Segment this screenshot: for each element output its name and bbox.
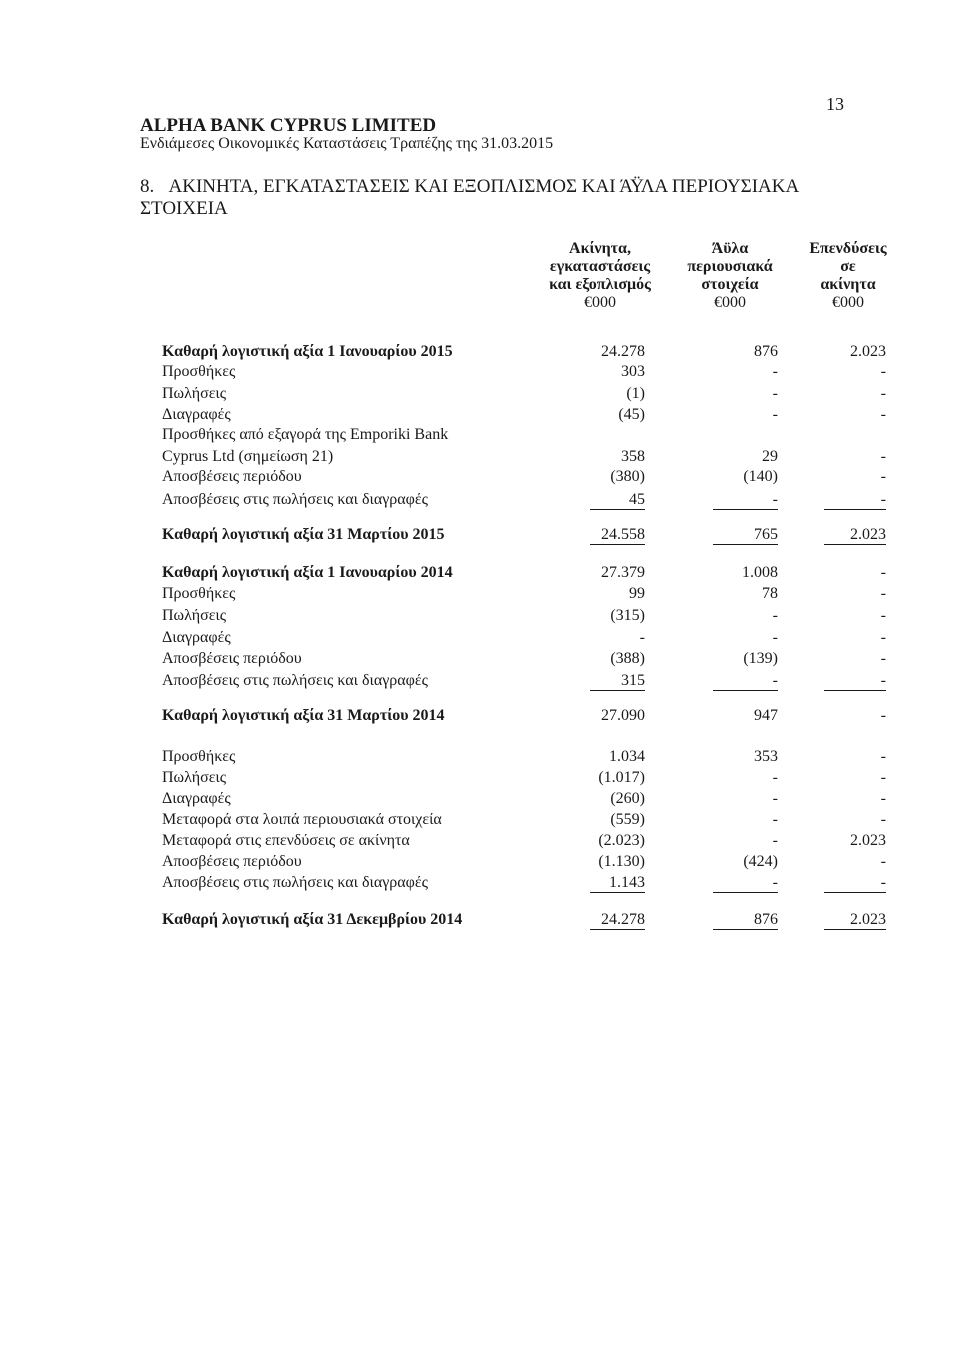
table-row — [0, 362, 960, 382]
row-value — [713, 873, 778, 893]
column-unit: €000 — [584, 294, 616, 311]
row-value: - — [880, 853, 886, 870]
table-row — [0, 490, 960, 510]
table-row — [0, 747, 960, 767]
row-value: 24.278 — [601, 343, 645, 360]
row-value: - — [880, 748, 886, 765]
company-name: ALPHA BANK CYPRUS LIMITED — [140, 115, 437, 136]
underlined-value: 1.143 — [590, 874, 645, 893]
row-label: Προσθήκες — [162, 585, 236, 602]
row-label: Καθαρή λογιστική αξία 1 Ιανουαρίου 2014 — [162, 564, 453, 581]
row-value: (388) — [610, 650, 645, 667]
row-value: 78 — [762, 585, 778, 602]
row-value: - — [772, 406, 778, 423]
underlined-value: - — [713, 874, 778, 893]
section-number: 8. — [140, 176, 155, 197]
row-value: 29 — [762, 448, 778, 465]
column-header-line: και εξοπλισμός — [549, 276, 651, 293]
table-row — [0, 810, 960, 830]
column-header-line: στοιχεία — [701, 276, 759, 293]
column-unit: €000 — [832, 294, 864, 311]
table-row — [0, 384, 960, 404]
row-value: (45) — [618, 406, 645, 423]
column-header-line: σε — [840, 258, 856, 275]
row-label: Προσθήκες — [162, 363, 236, 380]
row-value: - — [880, 707, 886, 724]
row-value: - — [880, 811, 886, 828]
row-label: Αποσβέσεις στις πωλήσεις και διαγραφές — [162, 672, 428, 689]
row-value: (2.023) — [598, 832, 645, 849]
table-row — [0, 584, 960, 604]
row-label: Αποσβέσεις στις πωλήσεις και διαγραφές — [162, 874, 428, 891]
row-value: - — [880, 406, 886, 423]
table-row — [0, 563, 960, 583]
row-value: - — [880, 564, 886, 581]
row-label: Μεταφορά στα λοιπά περιουσιακά στοιχεία — [162, 811, 442, 828]
row-label: Καθαρή λογιστική αξία 31 Μαρτίου 2015 — [162, 526, 445, 543]
table-row — [0, 467, 960, 487]
row-label: Προσθήκες από εξαγορά της Emporiki Bank — [162, 426, 449, 443]
row-value: (139) — [743, 650, 778, 667]
row-value: 2.023 — [850, 832, 886, 849]
underlined-value: 2.023 — [824, 526, 886, 545]
table-row — [0, 649, 960, 669]
table-row — [0, 628, 960, 648]
column-header-line: περιουσιακά — [687, 258, 773, 275]
row-value — [590, 910, 645, 930]
row-label: Πωλήσεις — [162, 769, 227, 786]
row-value: - — [880, 448, 886, 465]
row-value: - — [880, 650, 886, 667]
column-header-line: Ακίνητα, — [569, 240, 631, 257]
row-value — [713, 490, 778, 510]
row-value: (260) — [610, 790, 645, 807]
row-label: Αποσβέσεις περιόδου — [162, 468, 302, 485]
underlined-value: - — [713, 491, 778, 510]
column-header-line: εγκαταστάσεις — [549, 258, 651, 275]
row-value — [824, 671, 886, 691]
row-value: 27.379 — [601, 564, 645, 581]
row-label: Διαγραφές — [162, 406, 231, 423]
table-row — [0, 910, 960, 930]
row-value — [713, 671, 778, 691]
row-value: - — [880, 607, 886, 624]
row-value: - — [880, 385, 886, 402]
column-unit: €000 — [714, 294, 746, 311]
row-value: (315) — [610, 607, 645, 624]
table-row — [0, 606, 960, 626]
row-value — [590, 873, 645, 893]
row-label: Μεταφορά στις επενδύσεις σε ακίνητα — [162, 832, 410, 849]
row-value: (1.130) — [598, 853, 645, 870]
row-label: Cyprus Ltd (σημείωση 21) — [162, 448, 334, 465]
row-value: 99 — [629, 585, 645, 602]
row-value: - — [772, 769, 778, 786]
row-value — [713, 910, 778, 930]
table-row — [0, 768, 960, 788]
row-value: - — [880, 585, 886, 602]
row-value: - — [880, 363, 886, 380]
row-value — [590, 525, 645, 545]
row-value: (1.017) — [598, 769, 645, 786]
page-number: 13 — [826, 94, 844, 114]
row-value: - — [880, 769, 886, 786]
column-header-line: Επενδύσεις — [809, 240, 887, 257]
row-label: Αποσβέσεις στις πωλήσεις και διαγραφές — [162, 491, 428, 508]
row-label: Καθαρή λογιστική αξία 31 Δεκεμβρίου 2014 — [162, 911, 463, 928]
row-value — [824, 525, 886, 545]
row-value — [824, 873, 886, 893]
column-header-property — [525, 240, 675, 312]
underlined-value: - — [713, 672, 778, 691]
row-label: Πωλήσεις — [162, 385, 227, 402]
row-value: (559) — [610, 811, 645, 828]
row-value: 303 — [621, 363, 645, 380]
row-value: - — [772, 832, 778, 849]
underlined-value: 2.023 — [824, 911, 886, 930]
row-label: Καθαρή λογιστική αξία 31 Μαρτίου 2014 — [162, 707, 445, 724]
row-value: - — [772, 811, 778, 828]
row-value: - — [880, 629, 886, 646]
row-value: 358 — [621, 448, 645, 465]
table-row — [0, 873, 960, 893]
table-row — [0, 852, 960, 872]
row-label: Προσθήκες — [162, 748, 236, 765]
underlined-value: 24.278 — [590, 911, 645, 930]
document-subtitle: Ενδιάμεσες Οικονομικές Καταστάσεις Τραπέζης της 31.03.2015 — [140, 135, 554, 152]
row-value: (380) — [610, 468, 645, 485]
row-value — [590, 671, 645, 691]
row-value: - — [772, 790, 778, 807]
section-title: ΑΚΙΝΗΤΑ, ΕΓΚΑΤΑΣΤΑΣΕΙΣ ΚΑΙ ΕΞΟΠΛΙΣΜΟΣ ΚΑΙ ΆΫΛΑ ΠΕΡΙΟΥΣΙΑΚΑ ΣΤΟΙΧΕΙΑ — [140, 176, 799, 219]
row-value: 876 — [754, 343, 778, 360]
table-row — [0, 789, 960, 809]
row-value: (140) — [743, 468, 778, 485]
underlined-value: 45 — [590, 491, 645, 510]
table-row — [0, 706, 960, 726]
row-value: 27.090 — [601, 707, 645, 724]
row-value: (1) — [626, 385, 645, 402]
row-value — [824, 490, 886, 510]
underlined-value: 315 — [590, 672, 645, 691]
column-header-intangibles — [660, 240, 800, 312]
table-row — [0, 447, 960, 467]
row-value — [824, 910, 886, 930]
row-value: - — [639, 629, 645, 646]
table-row — [0, 831, 960, 851]
underlined-value: - — [824, 672, 886, 691]
table-row — [0, 342, 960, 362]
row-value: 1.008 — [742, 564, 778, 581]
row-value: - — [880, 790, 886, 807]
column-header-line: ακίνητα — [820, 276, 876, 293]
table-row — [0, 525, 960, 545]
row-value: (424) — [743, 853, 778, 870]
row-value: 2.023 — [850, 343, 886, 360]
section-heading — [140, 176, 880, 220]
row-label: Αποσβέσεις περιόδου — [162, 853, 302, 870]
underlined-value: - — [824, 874, 886, 893]
column-header-investment-property — [800, 240, 896, 312]
table-row — [0, 671, 960, 691]
row-label: Διαγραφές — [162, 790, 231, 807]
underlined-value: 876 — [713, 911, 778, 930]
row-value: - — [880, 468, 886, 485]
row-label: Καθαρή λογιστική αξία 1 Ιανουαρίου 2015 — [162, 343, 453, 360]
row-value: - — [772, 629, 778, 646]
row-value: 947 — [754, 707, 778, 724]
row-value: 1.034 — [609, 748, 645, 765]
table-row — [0, 405, 960, 425]
row-value: 353 — [754, 748, 778, 765]
row-label: Πωλήσεις — [162, 607, 227, 624]
table-row — [0, 425, 960, 445]
column-header-line: Άϋλα — [711, 240, 749, 257]
underlined-value: 24.558 — [590, 526, 645, 545]
underlined-value: - — [824, 491, 886, 510]
row-value — [590, 490, 645, 510]
row-label: Διαγραφές — [162, 629, 231, 646]
row-value: - — [772, 385, 778, 402]
row-value: - — [772, 363, 778, 380]
row-value: - — [772, 607, 778, 624]
row-label: Αποσβέσεις περιόδου — [162, 650, 302, 667]
row-value — [713, 525, 778, 545]
underlined-value: 765 — [713, 526, 778, 545]
